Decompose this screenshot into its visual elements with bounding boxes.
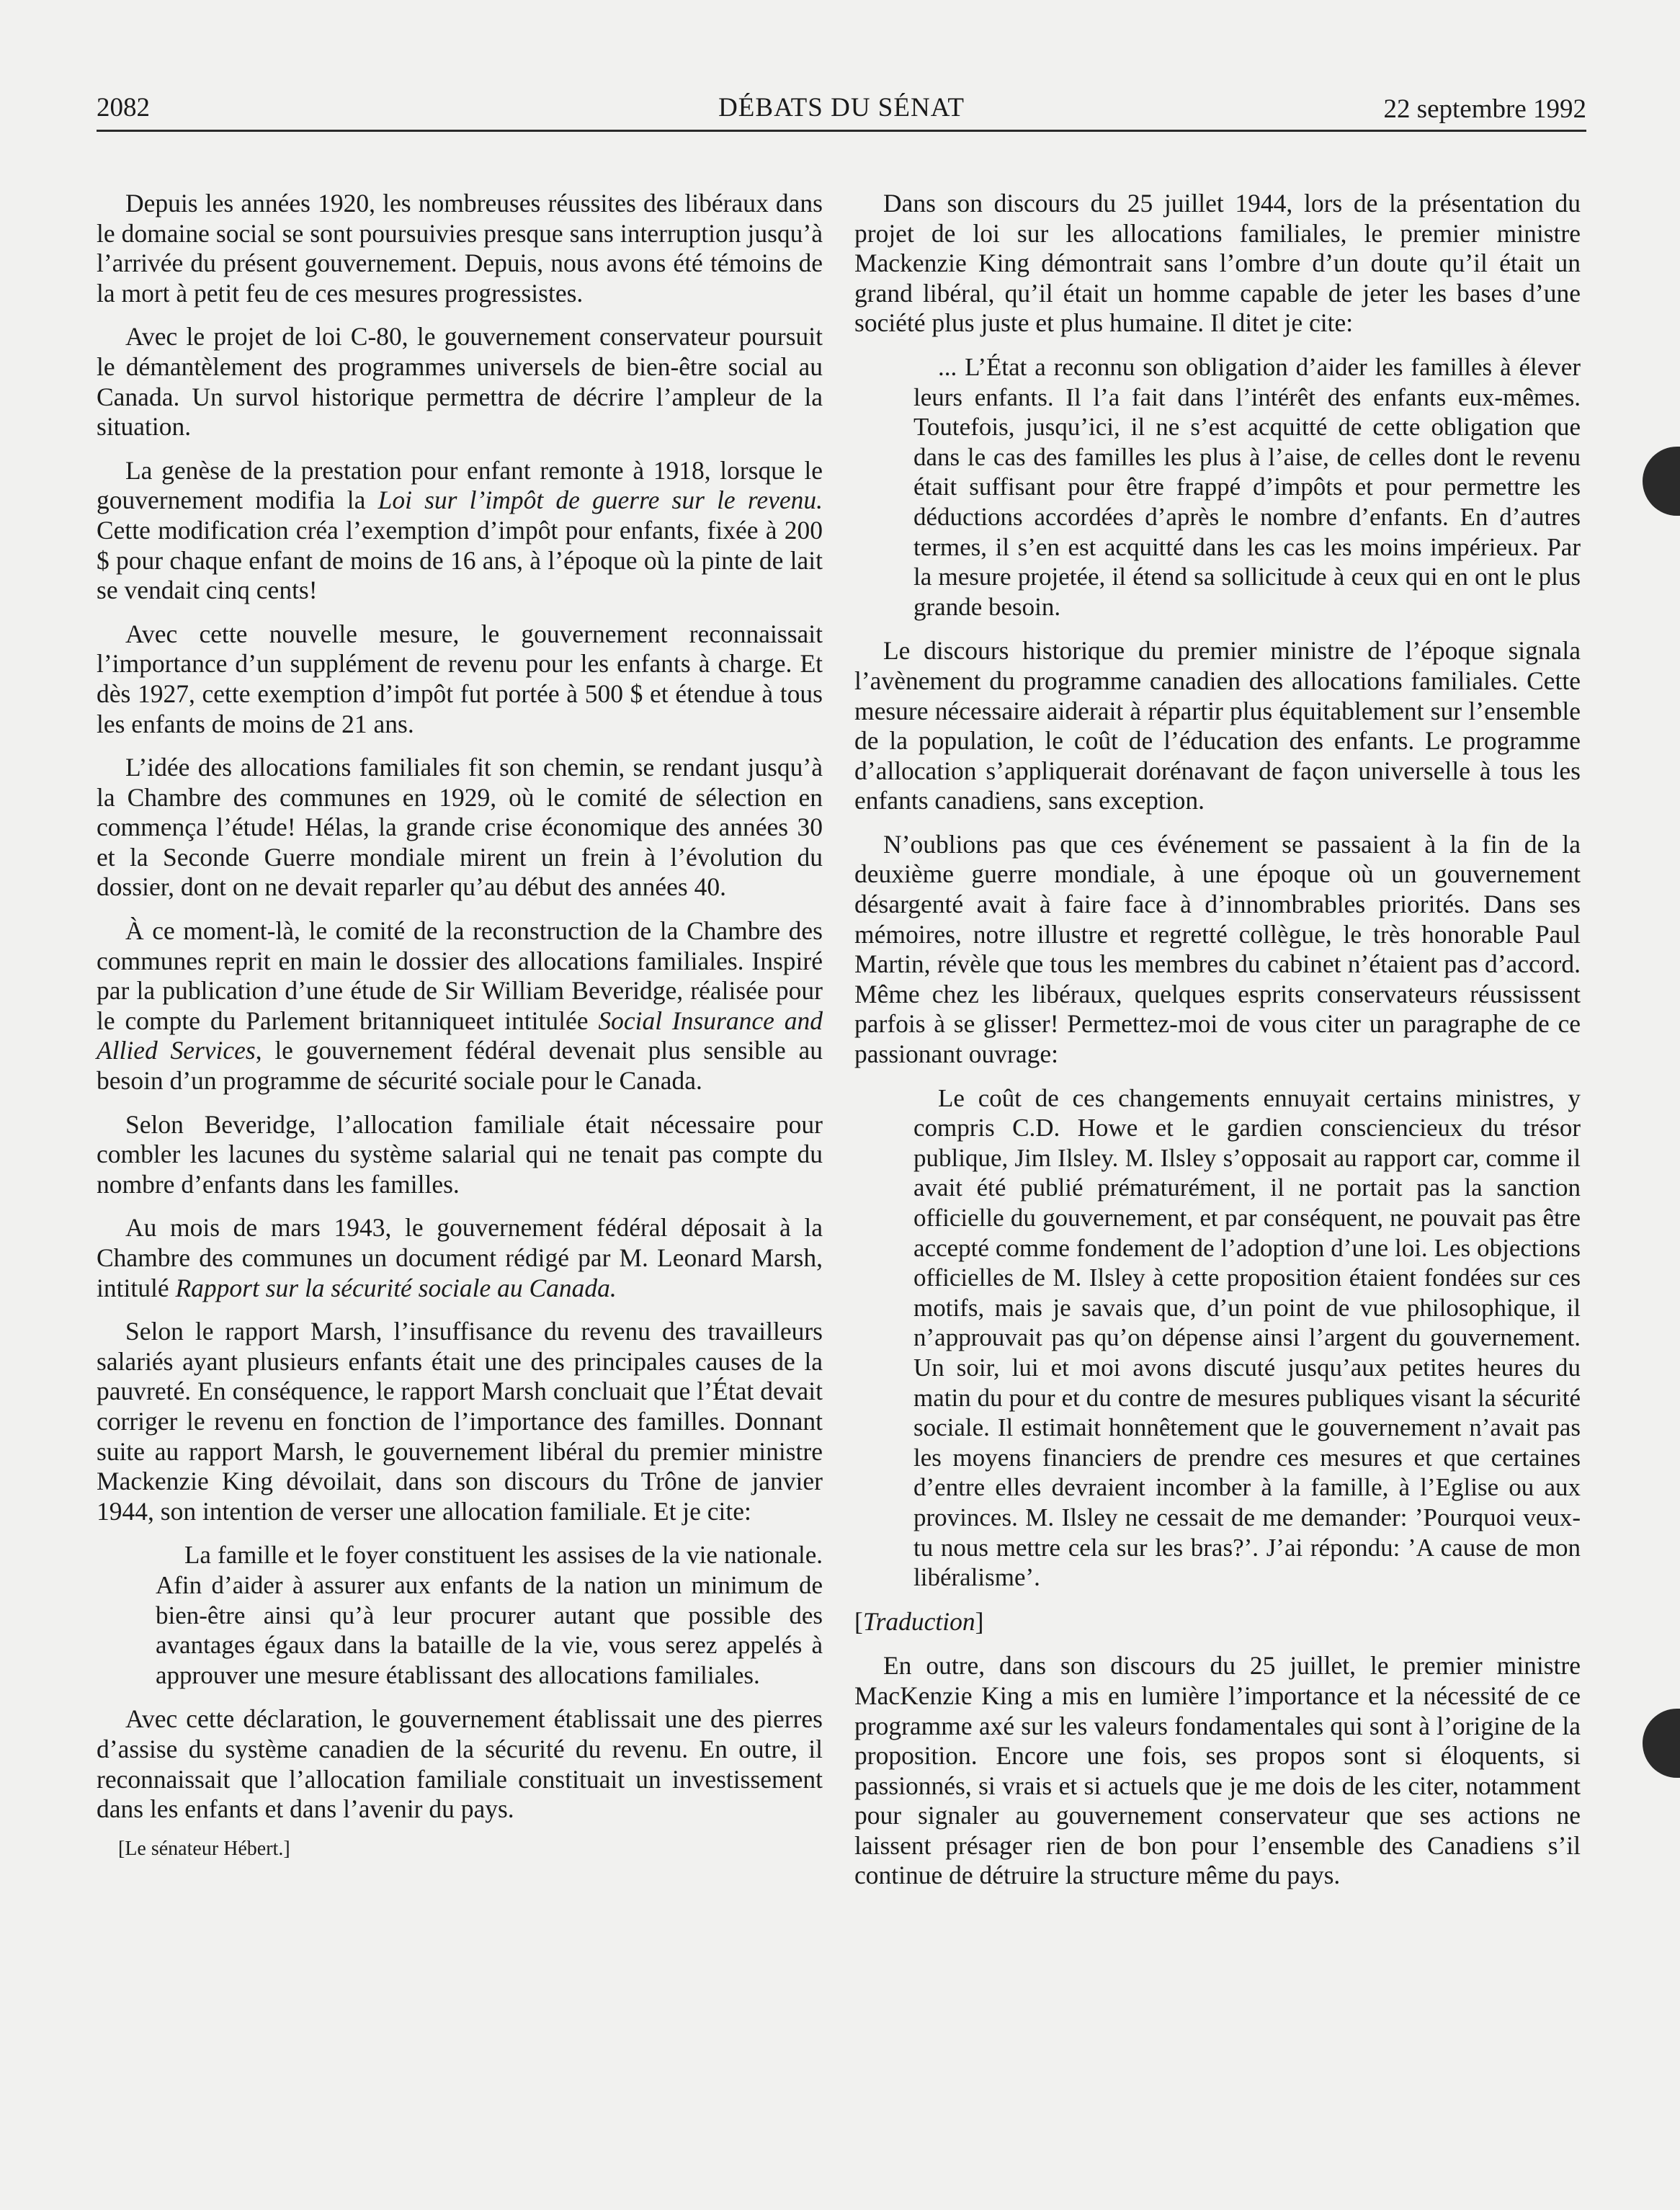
page-date: 22 septembre 1992	[1383, 94, 1586, 124]
binding-tab-marker	[1643, 447, 1680, 516]
paragraph: En outre, dans son discours du 25 juillet, le premier ministre MacKenzie King a mis en lumière l’importance et la nécessité de ce programme axé sur les valeurs fondamentales qui sont à l’origine de la proposition. Encore une fois, ses propos sont si éloquents, si passionnés, si vrais et si actuels que je me dois de les citer, notamment pour signaler au gouvernement conservateur que ses actions ne laissent présager rien de bon pour l’ensemble des Canadiens s’il continue de détruire la structure même du pays.	[854, 1651, 1581, 1890]
paragraph: Selon Beveridge, l’allocation familiale était nécessaire pour combler les lacunes du système salarial qui ne tenait pas compte du nombre d’enfants dans les familles.	[97, 1109, 823, 1199]
study-title: Social Insurance and Allied Services	[97, 1006, 823, 1065]
report-title: Rapport sur la sécurité sociale au Canada.	[175, 1273, 617, 1302]
left-column	[97, 189, 823, 1877]
block-quote: La famille et le foyer constituent les assises de la vie nationale. Afin d’aider à assurer aux enfants de la nation un minimum de bien-être ainsi qu’à leur procurer autant que possible des avantages égaux dans la bataille de la vie, vous serez appelés à approuver une mesure établissant des allocations familiales.	[156, 1541, 823, 1689]
translation-tag: [Traduction]	[854, 1606, 984, 1636]
paragraph: L’idée des allocations familiales fit son chemin, se rendant jusqu’à la Chambre des communes en 1929, où le comité de sélection en commença l’étude! Hélas, la grande crise économique des années 30 et la Seconde Guerre mondiale mirent un frein à l’évolution du dossier, dont on ne devait reparler qu’au début des années 40.	[97, 753, 823, 902]
block-quote: Le coût de ces changements ennuyait certains ministres, y compris C.D. Howe et le gardien consciencieux du trésor publique, Jim Ilsley. M. Ilsley s’opposait au rapport car, comme il avait été publié prématurément, il ne portait pas la sanction officielle du gouvernement, et par conséquent, ne pouvait pas être accepté comme fondement de l’adoption d’une loi. Les objections officielles de M. Ilsley à cette proposition étaient fondées sur ces motifs, mais je savais que, d’un point de vue philosophique, il n’approuvait pas qu’on dépense ainsi l’argent du gouvernement. Un soir, lui et moi avons discuté jusqu’aux petites heures du matin du pour et du contre de mesures publiques visant la sécurité sociale. Il estimait honnêtement que le gouvernement n’avait pas les moyens financiers de prendre ces mesures et que certaines d’entre elles devraient incomber à la famille, à l’Eglise ou aux provinces. M. Ilsley ne cessait de me demander: ’Pourquoi veux-tu nous mettre cela sur les bras?’. J’ai répondu: ’A cause de mon libéralisme’.	[913, 1083, 1581, 1592]
page-number: 2082	[97, 93, 150, 122]
paragraph: Avec le projet de loi C-80, le gouvernement conservateur poursuit le démantèlement des programmes universels de bien-être social au Canada. Un survol historique permettra de décrire l’ampleur de la situation.	[97, 322, 823, 442]
paragraph: Dans son discours du 25 juillet 1944, lors de la présentation du projet de loi sur les allocations familiales, le premier ministre Mackenzie King démontrait sans l’ombre d’un doute qu’il était un grand libéral, qu’il était un homme capable de jeter les bases d’une société plus juste et plus humaine. Il ditet je cite:	[854, 189, 1581, 338]
page-header	[97, 89, 1586, 132]
paragraph: Au mois de mars 1943, le gouvernement fédéral déposait à la Chambre des communes un document rédigé par M. Leonard Marsh, intitulé Rapport sur la sécurité sociale au Canada.	[97, 1213, 823, 1302]
paragraph: La genèse de la prestation pour enfant remonte à 1918, lorsque le gouvernement modifia la Loi sur l’impôt de guerre sur le revenu. Cette modification créa l’exemption d’impôt pour enfants, fixée à 200 $ pour chaque enfant de moins de 16 ans, à l’époque où la pinte de lait se vendait cinq cents!	[97, 455, 823, 605]
publication-title: DÉBATS DU SÉNAT	[718, 93, 965, 122]
speaker-note: [Le sénateur Hébert.]	[118, 1837, 290, 1860]
binding-tab-marker	[1643, 1709, 1680, 1778]
paragraph: Avec cette nouvelle mesure, le gouvernement reconnaissait l’importance d’un supplément de revenu pour les enfants à charge. Et dès 1927, cette exemption d’impôt fut portée à 500 $ et étendue à tous les enfants de moins de 21 ans.	[97, 619, 823, 738]
block-quote: ... L’État a reconnu son obligation d’aider les familles à élever leurs enfants. Il l’a fait dans l’intérêt des enfants eux-mêmes. Toutefois, jusqu’ici, il ne s’est acquitté de cette obligation que dans le cas des familles les plus à l’aise, de celles dont le revenu était suffisant pour être frappé d’impôts et pour permettre les déductions accordées d’après le nombre d’enfants. En d’autres termes, il s’en est acquitté dans les cas les moins impérieux. Par la mesure projetée, il étend sa sollicitude à ceux qui en ont le plus grande besoin.	[913, 352, 1581, 621]
law-title: Loi sur l’impôt de guerre sur le revenu.	[377, 486, 823, 515]
paragraph: Selon le rapport Marsh, l’insuffisance du revenu des travailleurs salariés ayant plusieurs enfants était une des principales causes de la pauvreté. En conséquence, le rapport Marsh concluait que l’État devait corriger le revenu en fonction de l’importance des familles. Donnant suite au rapport Marsh, le gouvernement libéral du premier ministre Mackenzie King dévoilait, dans son discours du Trône de janvier 1944, son intention de verser une allocation familiale. Et je cite:	[97, 1317, 823, 1526]
paragraph: Le discours historique du premier ministre de l’époque signala l’avènement du programme canadien des allocations familiales. Cette mesure nécessaire aiderait à répartir plus équitablement sur l’ensemble de la population, le coût de l’éducation des enfants. Le programme d’allocation s’appliquerait dorénavant de façon universelle à tous les enfants canadiens, sans exception.	[854, 636, 1581, 815]
paragraph: Avec cette déclaration, le gouvernement établissait une des pierres d’assise du système canadien de la sécurité du revenu. En outre, il reconnaissait que l’allocation familiale constituait un investissement dans les enfants et dans l’avenir du pays.	[97, 1704, 823, 1824]
paragraph: À ce moment-là, le comité de la reconstruction de la Chambre des communes reprit en main le dossier des allocations familiales. Inspiré par la publication d’une étude de Sir William Beveridge, réalisée pour le compte du Parlement britanniqueet intitulée Social Insurance and Allied Services, le gouvernement fédéral devenait plus sensible au besoin d’un programme de sécurité sociale pour le Canada.	[97, 916, 823, 1096]
right-column	[854, 189, 1581, 1905]
paragraph: N’oublions pas que ces événement se passaient à la fin de la deuxième guerre mondiale, à une époque où un gouvernement désargenté avait à faire face à d’innombrables priorités. Dans ses mémoires, notre illustre et regretté collègue, le très honorable Paul Martin, révèle que tous les membres du cabinet n’étaient pas d’accord. Même chez les libéraux, quelques esprits conservateurs réussissent parfois à se glisser! Permettez-moi de vous citer un paragraphe de ce passionant ouvrage:	[854, 829, 1581, 1069]
paragraph: Depuis les années 1920, les nombreuses réussites des libéraux dans le domaine social se sont poursuivies presque sans interruption jusqu’à l’arrivée du présent gouvernement. Depuis, nous avons été témoins de la mort à petit feu de ces mesures progressistes.	[97, 189, 823, 308]
